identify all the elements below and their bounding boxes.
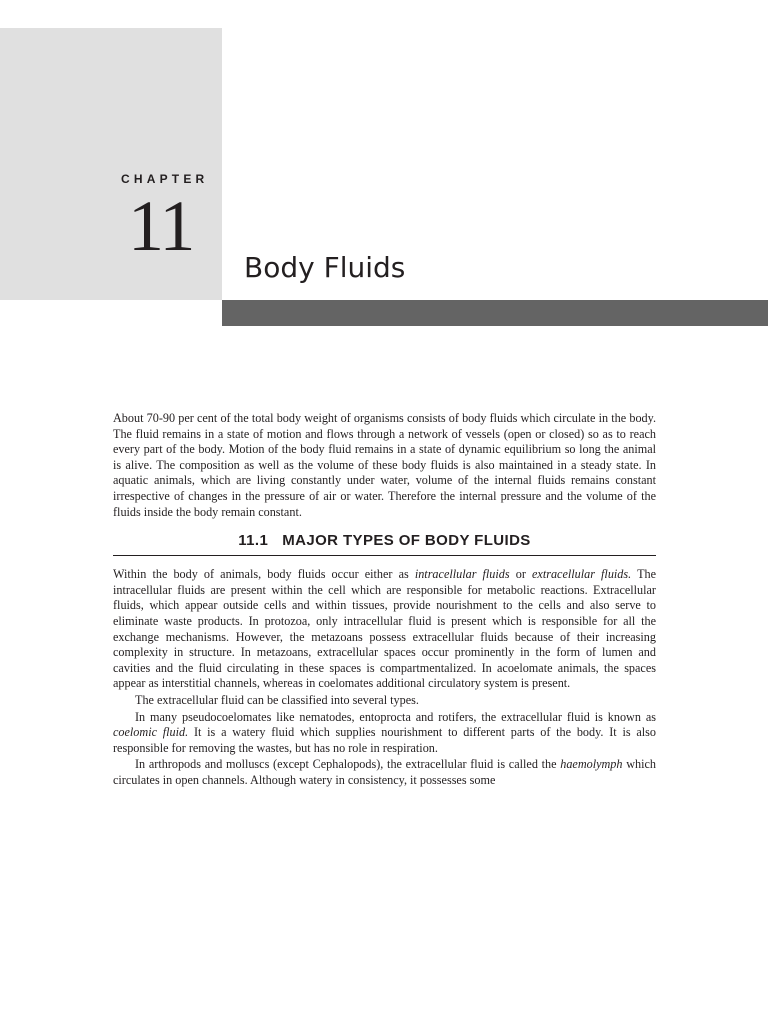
term-intracellular-fluids: intracellular fluids <box>414 567 510 582</box>
intro-paragraph: About 70-90 per cent of the total body weight of organisms consists of body fluids which circulate in the body. The fluid remains in a state of motion and flows through a network of vessels (open or closed) so as to reach every part of the body. Motion of the body fluid remains in a state of dynamic equilibrium so long the animal is alive. The composition as well as the volume of these body fluids is also maintained in a steady state. In aquatic animals, which are living constantly under water, volume of the internal fluids remains constant irrespective of changes in the pressure of air or water. Therefore the internal pressure and the volume of the fluids inside the body remain constant. <box>113 411 656 519</box>
text-run: In many pseudocoelomates like nematodes, entoprocta and rotifers, the extracellular fluid is known as <box>135 709 656 724</box>
text-run: which circulates in open channels. Although watery in consistency, it possesses some <box>113 757 656 787</box>
text-run: In arthropods and molluscs (except Cephalopods), the extracellular fluid is called the <box>135 757 561 772</box>
chapter-number: 11 <box>128 186 194 266</box>
term-coelomic-fluid: coelomic fluid. <box>113 725 189 740</box>
section-heading <box>113 532 656 556</box>
chapter-header-dark-bar <box>222 300 768 326</box>
term-extracellular-fluids: extracellular fluids. <box>532 567 632 582</box>
text-run: It is a watery fluid which supplies nourishment to different parts of the body. It is also responsible for removing the wastes, but has no role in respiration. <box>113 725 656 755</box>
chapter-label: CHAPTER <box>121 172 209 186</box>
paragraph-coelomic-fluid <box>113 710 656 757</box>
text-run: or <box>509 567 532 582</box>
chapter-title: Body Fluids <box>244 251 406 284</box>
page-body <box>113 411 656 788</box>
term-haemolymph: haemolymph <box>560 757 623 772</box>
paragraph-classification: The extracellular fluid can be classified into several types. <box>135 692 419 707</box>
text-run: Within the body of animals, body fluids occur either as <box>113 567 415 582</box>
section-title: MAJOR TYPES OF BODY FLUIDS <box>282 532 531 550</box>
section-number: 11.1 <box>238 532 269 550</box>
paragraph-fluid-types <box>113 567 656 692</box>
text-run: The intracellular fluids are present within the cell which are responsible for metabolic reactions. Extracellular fluids, which appear outside cells and within tissues, provide nourishment to the cells and also serve to eliminate waste products. In protozoa, only intracellular fluid is present which is responsible for all the exchange mechanisms. However, the metazoans possess extracellular fluids because of their increasing complexity in structure. In metazoans, extracellular spaces occur prominently in the form of lumen and cavities and the fluid circulating in these spaces is compartmentalized. In acoelomate animals, the spaces appear as interstitial channels, whereas in coelomates additional circulatory system is present. <box>113 567 657 691</box>
paragraph-haemolymph <box>113 757 656 788</box>
